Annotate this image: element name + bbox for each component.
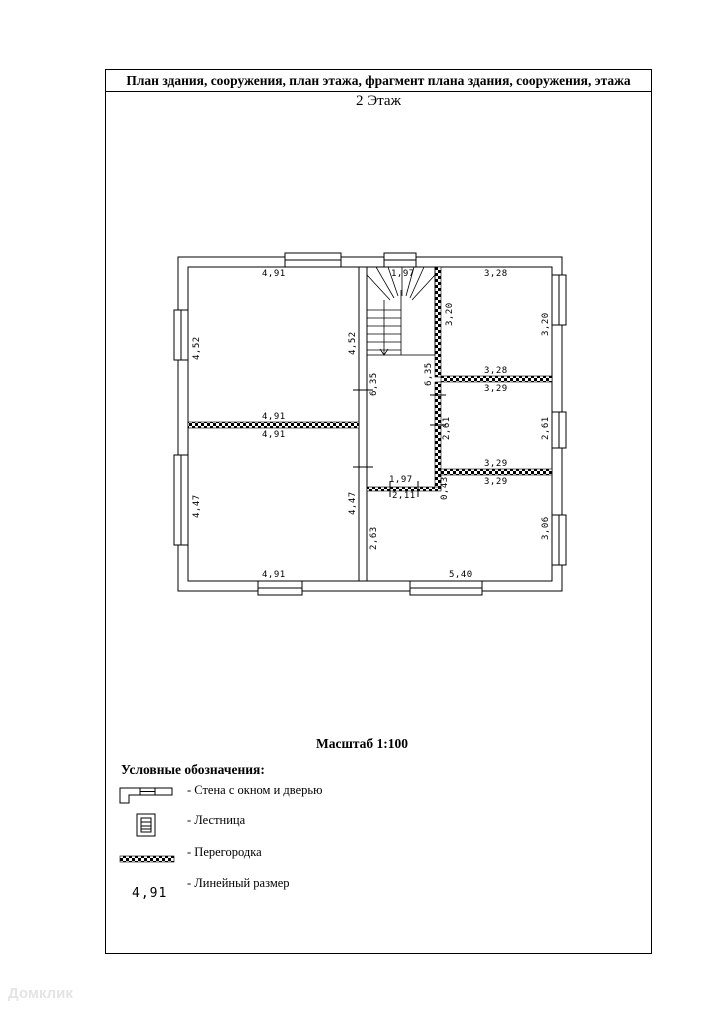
legend-wall-label: - Стена с окном и дверью: [187, 783, 323, 797]
legend-dimension-label: - Линейный размер: [187, 876, 290, 890]
legend-wall-symbol: [120, 788, 172, 803]
dim-room4-right: 2,61: [541, 416, 551, 440]
legend-title: Условные обозначения:: [121, 762, 265, 777]
dim-room4-top: 3,29: [484, 384, 508, 394]
dim-room3-bottom: 3,28: [484, 366, 508, 376]
dim-corridor-right: 6,35: [424, 362, 434, 386]
sheet-title: План здания, сооружения, план этажа, фрагмент плана здания, сооружения, этажа: [106, 70, 651, 92]
dim-room1-top: 4,91: [262, 269, 286, 279]
legend-dimension-example: 4,91: [132, 886, 168, 901]
dim-room2-top: 4,91: [262, 430, 286, 440]
dim-room2-right: 4,47: [348, 491, 358, 515]
dim-hall-left: 2,63: [369, 526, 379, 550]
watermark: Домклик: [8, 985, 73, 1002]
dim-room1-right: 4,52: [348, 331, 358, 355]
dim-room2-bottom: 4,91: [262, 570, 286, 580]
legend-partition-symbol: [120, 856, 174, 862]
dim-corridor-left: 6,35: [369, 372, 379, 396]
legend-stair-icon: [137, 814, 155, 836]
dim-room3-top: 3,28: [484, 269, 508, 279]
dim-hall-bottom: 5,40: [449, 570, 473, 580]
dim-corridor-bottom: 2,11: [392, 491, 416, 501]
inner-wall: [359, 267, 367, 581]
dim-stair-top: 1,97: [391, 269, 415, 279]
staircase: [367, 267, 435, 355]
dim-room5-top: 3,29: [484, 477, 508, 487]
dim-room3-right: 3,20: [541, 312, 551, 336]
scale-label: Масштаб 1:100: [315, 736, 409, 751]
floor-label: 2 Этаж: [356, 93, 401, 109]
dim-room1-left: 4,52: [192, 336, 202, 360]
dim-room1-bottom: 4,91: [262, 412, 286, 422]
dim-room4-bottom: 3,29: [484, 459, 508, 469]
dim-room2-left: 4,47: [192, 494, 202, 518]
legend-partition-label: - Перегородка: [187, 845, 262, 859]
dim-room5-right: 3,06: [541, 516, 551, 540]
dim-room3-left: 3,20: [445, 302, 455, 326]
legend-stair-label: - Лестница: [187, 813, 246, 827]
dim-stair-bottom: 1,97: [389, 475, 413, 485]
dim-small-gap: 0,43: [440, 476, 450, 500]
dim-room4-left: 2,61: [442, 416, 452, 440]
